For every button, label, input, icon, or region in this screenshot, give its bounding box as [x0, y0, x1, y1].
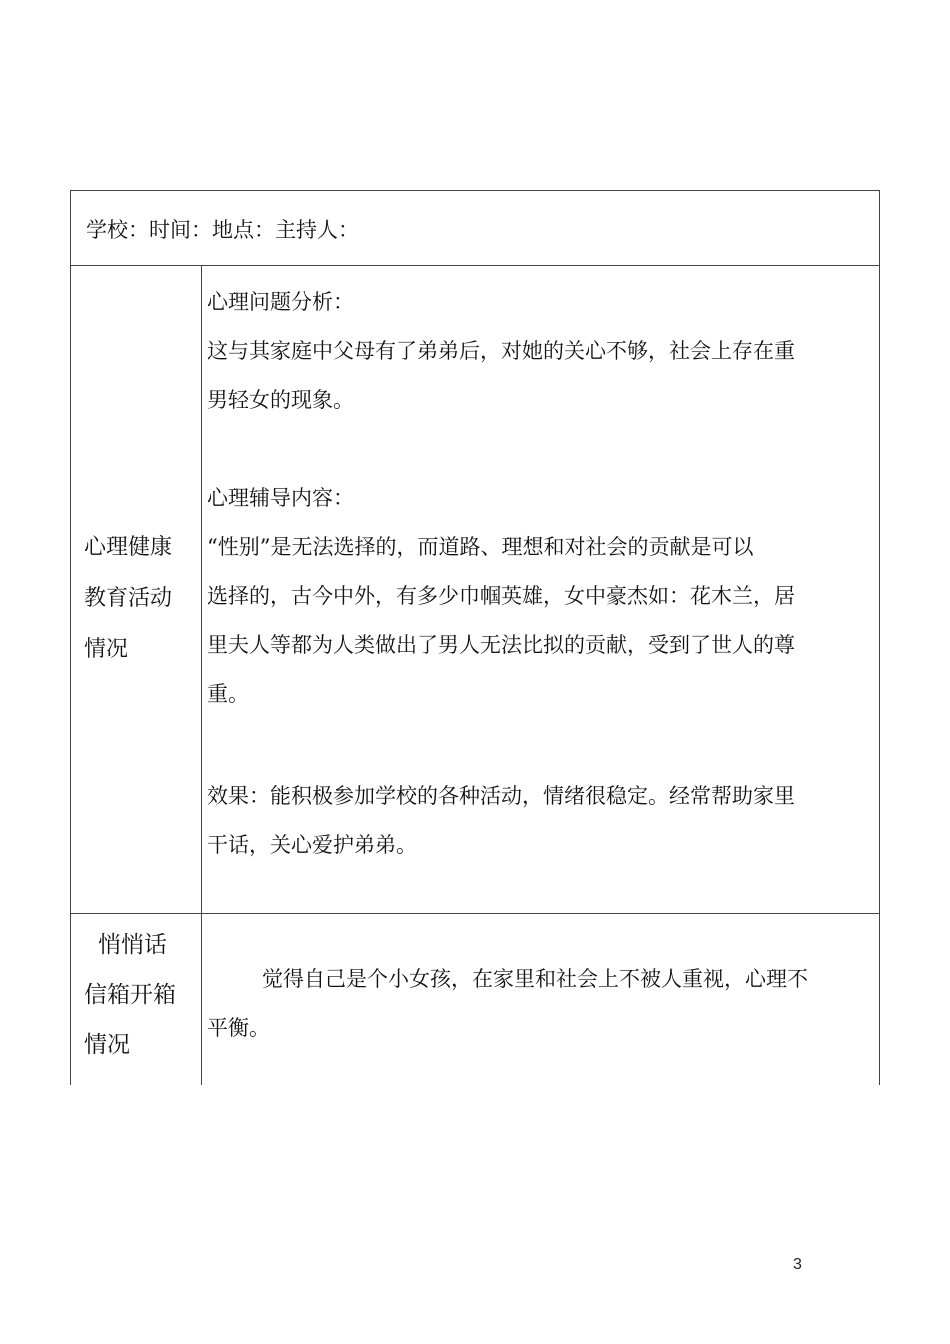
- activity-label-line-2: 教育活动: [84, 586, 173, 611]
- guidance-line-4: 重。: [207, 682, 249, 706]
- guidance-title: 心理辅导内容：: [207, 486, 354, 510]
- mailbox-label-line-3: 情况: [84, 1032, 130, 1058]
- table-row-divider-1: [70, 265, 880, 266]
- table-right-border: [879, 190, 880, 1085]
- mailbox-label-line-2: 信箱开箱: [84, 982, 176, 1008]
- guidance-line-1: “性别”是无法选择的，而道路、理想和对社会的贡献是可以: [207, 535, 754, 559]
- analysis-line-1: 这与其家庭中父母有了弟弟后，对她的关心不够，社会上存在重: [207, 339, 795, 363]
- guidance-line-2: 选择的，古今中外，有多少巾帼英雄，女中豪杰如：花木兰，居: [207, 584, 795, 608]
- analysis-line-2: 男轻女的现象。: [207, 388, 354, 412]
- activity-label-line-1: 心理健康: [84, 535, 173, 560]
- mailbox-content-line-1: 觉得自己是个小女孩，在家里和社会上不被人重视，心理不: [262, 967, 808, 991]
- table-column-divider: [201, 265, 202, 1085]
- effect-line-1: 效果：能积极参加学校的各种活动，情绪很稳定。经常帮助家里: [207, 784, 795, 808]
- table-top-border: [70, 190, 880, 191]
- record-table: [70, 190, 880, 1085]
- table-left-border: [70, 190, 71, 1085]
- activity-label-line-3: 情况: [84, 637, 129, 662]
- mailbox-label-line-1: 悄悄话: [98, 932, 167, 958]
- table-row-divider-2: [70, 913, 880, 914]
- effect-line-2: 干话，关心爱护弟弟。: [207, 833, 417, 857]
- mailbox-content-line-2: 平衡。: [207, 1016, 270, 1040]
- page-number: 3: [793, 1256, 802, 1273]
- analysis-title: 心理问题分析：: [207, 290, 354, 314]
- header-row-text: 学校：时间：地点：主持人：: [86, 218, 359, 242]
- guidance-line-3: 里夫人等都为人类做出了男人无法比拟的贡献，受到了世人的尊: [207, 633, 795, 657]
